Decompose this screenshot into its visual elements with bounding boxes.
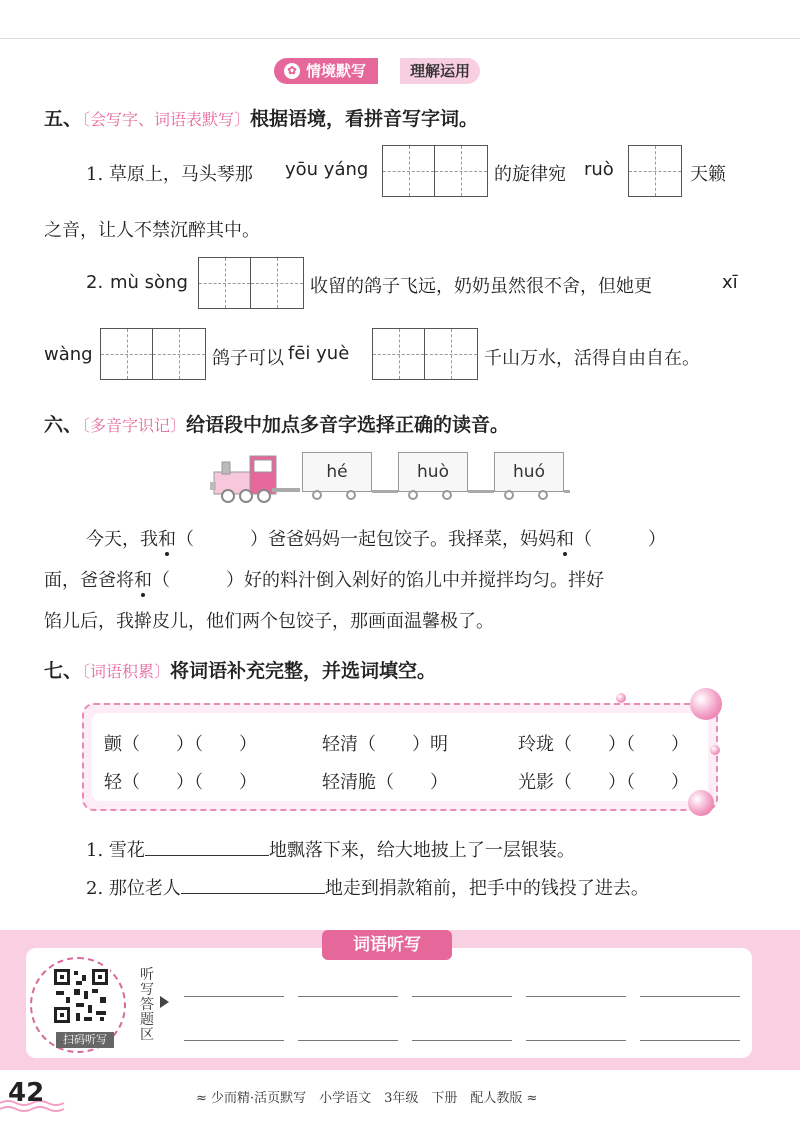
s5-q1-grid1[interactable] — [382, 145, 488, 197]
word-item[interactable]: 轻清脆（ ） — [322, 772, 448, 793]
answer-line[interactable] — [526, 1040, 626, 1041]
coupler — [468, 490, 494, 493]
answer-line[interactable] — [184, 996, 284, 997]
section7-title: 将词语补充完整，并选词填空。 — [170, 660, 437, 682]
s6-line2 — [44, 566, 604, 592]
s5-q1-line2: 之音，让人不禁沉醉其中。 — [44, 220, 260, 241]
word-item[interactable]: 玲珑（ ）（ ） — [518, 734, 689, 755]
section6-tag: 〔多音字识记〕 — [82, 416, 187, 435]
bubble-decoration — [710, 745, 720, 755]
s5-q2-line2-suffix: 千山万水，活得自由自在。 — [484, 348, 700, 369]
s5-q1-grid2[interactable] — [628, 145, 682, 197]
s6-line1 — [86, 525, 666, 551]
s5-q1-suffix: 天籁 — [690, 164, 726, 185]
train-engine-icon — [210, 452, 302, 504]
s5-q2-pinyin3: fēi yuè — [288, 343, 350, 364]
text: （ — [152, 570, 170, 591]
flower-icon: ✿ — [284, 63, 300, 79]
arrow-right-icon — [160, 996, 169, 1008]
s5-q1-pinyin2: ruò — [584, 159, 614, 180]
text: 地飘落下来，给大地披上了一层银装。 — [268, 840, 575, 861]
text: 1. 雪花 — [86, 840, 145, 861]
bubble-decoration — [688, 790, 714, 816]
dictation-title: 词语听写 — [322, 930, 452, 960]
s5-q2-grid3[interactable] — [372, 328, 478, 380]
top-rule — [0, 38, 800, 39]
answer-line[interactable] — [412, 1040, 512, 1041]
s5-q1-pinyin1: yōu yáng — [285, 159, 369, 180]
answer-line[interactable] — [298, 996, 398, 997]
section7-tag: 〔词语积累〕 — [82, 662, 171, 681]
qr-code-icon[interactable] — [52, 967, 110, 1025]
qr-label: 扫码听写 — [56, 1032, 114, 1048]
text: 2. 那位老人 — [86, 878, 181, 899]
answer-line[interactable] — [298, 1040, 398, 1041]
text: 面，爸爸将 — [44, 570, 134, 591]
header-left-label: 情境默写 — [306, 62, 367, 80]
s6-line3: 馅儿后，我擀皮儿，他们两个包饺子，那画面温馨极了。 — [44, 611, 494, 632]
fill-blank[interactable] — [145, 838, 269, 856]
answer-line[interactable] — [184, 1040, 284, 1041]
wheel — [312, 490, 322, 500]
header-tag-left — [274, 58, 378, 84]
word-box — [82, 703, 718, 811]
page-number: 42 — [8, 1078, 45, 1108]
footer-text: ≈ 少而精·活页默写 小学语文 3年级 下册 配人教版 ≈ — [196, 1091, 538, 1106]
dictation-area — [26, 948, 752, 1058]
train-wagon-3[interactable]: huó — [494, 452, 564, 492]
s5-q1-mid: 的旋律宛 — [494, 164, 566, 185]
section5-title: 根据语境，看拼音写字词。 — [250, 108, 479, 130]
word-item[interactable]: 轻清（ ）明 — [322, 734, 448, 755]
word-item[interactable]: 轻（ ）（ ） — [104, 772, 257, 793]
bubble-decoration — [616, 693, 626, 703]
text: 地走到捐款箱前，把手中的钱投了进去。 — [324, 878, 649, 899]
section7-number: 七、 — [44, 660, 83, 682]
section5-number: 五、 — [44, 108, 83, 130]
s5-q2-grid2[interactable] — [100, 328, 206, 380]
coupler — [564, 490, 570, 493]
header-tag-right: 理解运用 — [400, 58, 480, 84]
answer-line[interactable] — [640, 1040, 740, 1041]
section6-number: 六、 — [44, 414, 83, 436]
text: ）爸爸妈妈一起包饺子。我择菜，妈妈 — [250, 529, 556, 550]
section6-title: 给语段中加点多音字选择正确的读音。 — [186, 414, 510, 436]
text: ） — [648, 529, 666, 550]
coupler — [372, 490, 398, 493]
text: 今天，我 — [86, 529, 158, 550]
text: （ — [176, 529, 194, 550]
s5-q2-prefix: 2. — [86, 272, 104, 293]
text: （ — [574, 529, 592, 550]
s5-q2-grid1[interactable] — [198, 257, 304, 309]
s5-q2-mid: 收留的鸽子飞远，奶奶虽然很不舍，但她更 — [310, 276, 652, 297]
s5-q2-line2-mid: 鸽子可以 — [212, 348, 284, 369]
dotted-char: 和 — [134, 570, 152, 591]
wheel — [442, 490, 452, 500]
answer-area-label: 听写答题区 — [140, 967, 154, 1043]
wheel — [538, 490, 548, 500]
train-wagon-2[interactable]: huò — [398, 452, 468, 492]
train-wagon-1[interactable]: hé — [302, 452, 372, 492]
wheel — [504, 490, 514, 500]
answer-line[interactable] — [526, 996, 626, 997]
wheel — [408, 490, 418, 500]
answer-line[interactable] — [640, 996, 740, 997]
s5-q2-pinyin1: mù sòng — [110, 272, 188, 293]
word-item[interactable]: 光影（ ）（ ） — [518, 772, 689, 793]
s5-q1-prefix: 1. 草原上，马头琴那 — [86, 164, 253, 185]
word-item[interactable]: 颤（ ）（ ） — [104, 734, 257, 755]
s5-q2-pinyin2: xī — [722, 272, 738, 293]
s7-q2 — [86, 874, 649, 900]
dotted-char: 和 — [158, 529, 176, 550]
bubble-decoration — [690, 688, 722, 720]
section5-heading — [44, 104, 478, 131]
text: ）好的料汁倒入剁好的馅儿中并搅拌均匀。拌好 — [226, 570, 604, 591]
section6-heading — [44, 410, 509, 437]
section5-tag: 〔会写字、词语表默写〕 — [82, 110, 251, 129]
s5-q2-pinyin-wang: wàng — [44, 344, 93, 365]
answer-line[interactable] — [412, 996, 512, 997]
section7-heading — [44, 656, 436, 683]
s7-q1 — [86, 836, 575, 862]
dotted-char: 和 — [556, 529, 574, 550]
fill-blank[interactable] — [181, 876, 325, 894]
wheel — [346, 490, 356, 500]
